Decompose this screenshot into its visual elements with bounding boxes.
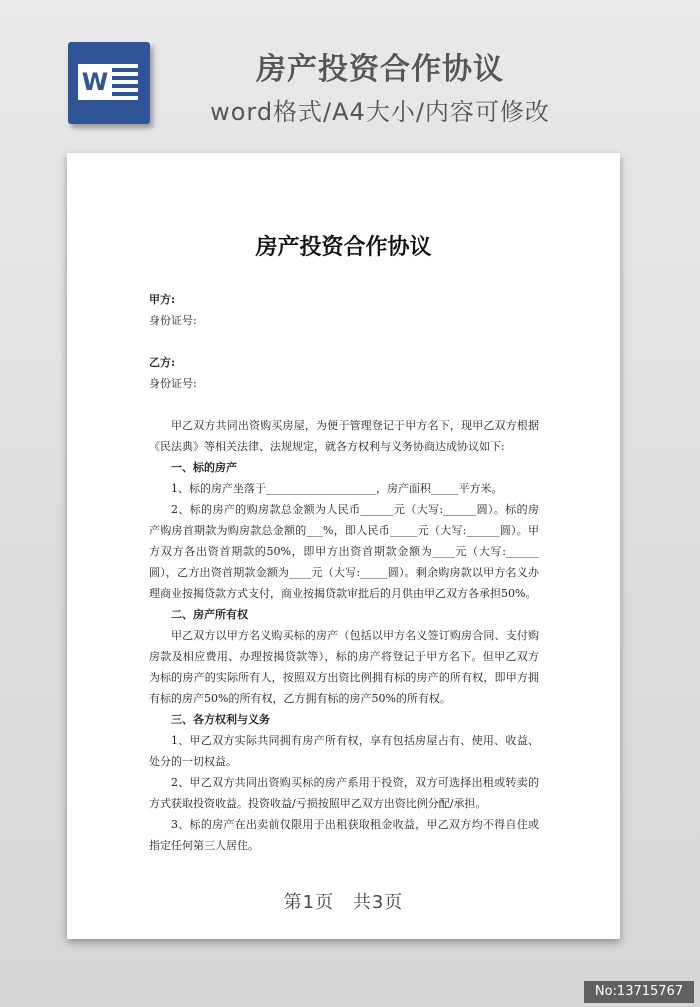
- party-b-label: 乙方:: [149, 356, 176, 369]
- section-1-title: 一、标的房产: [171, 461, 237, 474]
- section-3-item-2: 2、甲乙双方共同出资购买标的房产系用于投资，双方可选择出租或转卖的方式获取投资收益。投资收益/亏损按照甲乙双方出资比例分配/承担。: [149, 776, 539, 810]
- party-b-id-label: 身份证号:: [149, 377, 197, 390]
- page-total: 共3页: [352, 892, 404, 913]
- section-2-paragraph: 甲乙双方以甲方名义购买标的房产（包括以甲方名义签订购房合同、支付购房款及相应费用、办理按揭贷款等），标的房产将登记于甲方名下。但甲乙双方为标的房产的实际所有人，按照双方出资比例拥有标的房产的所有权，即甲方拥有标的房产50%的所有权，乙方拥有标的房产50%的所有权。: [149, 629, 539, 705]
- document-title: 房产投资合作协议: [255, 234, 432, 260]
- document-body: [149, 289, 539, 856]
- intro-paragraph: 甲乙双方共同出资购买房屋，为便于管理登记于甲方名下，现甲乙双方根据《民法典》等相关法律、法规规定，就各方权利与义务协商达成协议如下:: [149, 419, 539, 453]
- document-lines-icon: [112, 64, 138, 104]
- party-a-label: 甲方:: [149, 293, 176, 306]
- image-id-label: No:13715767: [584, 981, 694, 1003]
- document-page: [67, 153, 620, 939]
- section-1-item-1: 1、标的房产坐落于____________________，房产面积_____平方米。: [171, 482, 503, 495]
- section-1-item-2: 2、标的房产的购房款总金额为人民币______元（大写:______圆）。标的房产购房首期款为购房款总金额的___%，即人民币_____元（大写:______圆）。甲方双方各出资首期款的50%，即甲方出资首期款金额为____元（大写:______圆），乙方出资首期款金额为____元（大写:_____圆）。剩余购房款以甲方名义办理商业按揭贷款方式支付，商业按揭贷款审批后的月供由甲乙双方各承担50%。: [149, 503, 539, 600]
- section-3-item-1: 1、甲乙双方实际共同拥有房产所有权，享有包括房屋占有、使用、收益、处分的一切权益。: [149, 734, 539, 768]
- party-a-id-label: 身份证号:: [149, 314, 197, 327]
- header-subtitle: word格式/A4大小/内容可修改: [210, 98, 550, 126]
- header-title: 房产投资合作协议: [256, 52, 504, 87]
- word-app-icon: [68, 42, 150, 124]
- word-letter-icon: W: [78, 64, 112, 100]
- section-3-title: 三、各方权利与义务: [171, 713, 270, 726]
- page-current: 第1页: [283, 892, 335, 913]
- section-2-title: 二、房产所有权: [171, 608, 248, 621]
- section-3-item-3: 3、标的房产在出卖前仅限用于出租获取租金收益，甲乙双方均不得自住或指定任何第三人居住。: [149, 818, 539, 852]
- page-indicator: [67, 888, 620, 914]
